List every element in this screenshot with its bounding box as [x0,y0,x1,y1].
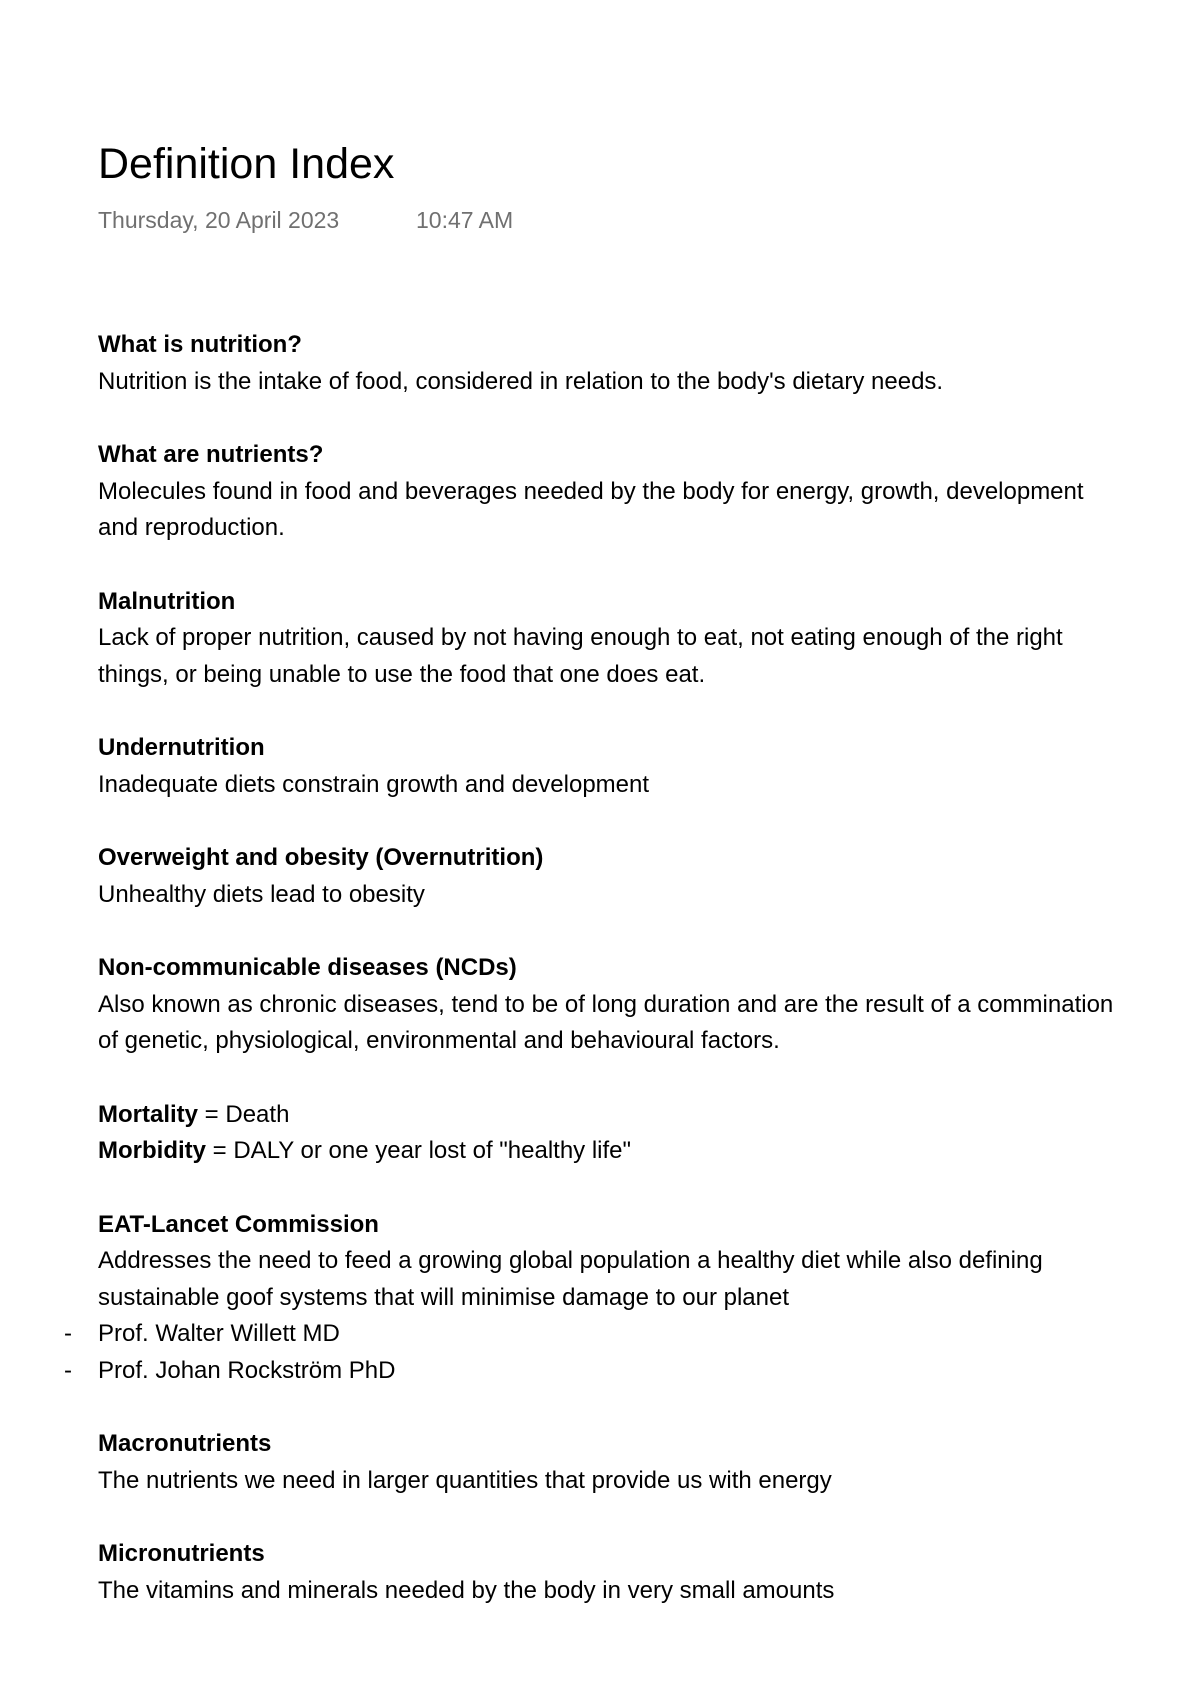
term-definition: = Death [198,1100,290,1128]
term-label: Mortality [98,1100,199,1128]
definition-ncds [98,950,1118,1060]
definition-nutrition [98,327,1118,400]
definition-heading: Undernutrition [98,734,265,761]
list-item [64,1353,1118,1390]
definition-heading: Non-communicable diseases (NCDs) [98,954,517,981]
definition-text: Unhealthy diets lead to obesity [98,880,425,908]
bullet-dash: - [64,1320,72,1347]
definition-text: Addresses the need to feed a growing global population a healthy diet while also defining sustainable goof systems that will minimise damage to our planet [98,1247,1043,1311]
definition-heading: Macronutrients [98,1430,272,1457]
term-definition: = DALY or one year lost of "healthy life" [206,1137,632,1164]
note-date: Thursday, 20 April 2023 [98,207,340,233]
definition-malnutrition [98,584,1118,694]
definition-text: Lack of proper nutrition, caused by not having enough to eat, not eating enough of the right things, or being unable to use the food that one does eat. [98,624,1063,688]
term-line-morbidity [98,1133,1118,1170]
member-name: Prof. Johan Rockström PhD [98,1356,396,1384]
mortality-morbidity [98,1097,1118,1170]
note-timestamp [98,205,513,235]
definition-overnutrition [98,840,1118,913]
commission-members-list [64,1316,1118,1389]
definition-text: The nutrients we need in larger quantities that provide us with energy [98,1466,832,1494]
definition-text: Inadequate diets constrain growth and development [98,770,650,798]
term-line-mortality [98,1097,1118,1134]
definition-text: Molecules found in food and beverages needed by the body for energy, growth, development and reproduction. [98,477,1084,541]
bullet-dash: - [64,1356,72,1384]
definition-heading: Malnutrition [98,587,236,615]
definition-heading: Overweight and obesity (Overnutrition) [98,844,544,871]
definition-macronutrients [98,1426,1118,1499]
definition-heading: Micronutrients [98,1540,265,1567]
note-title: Definition Index [98,140,395,188]
definition-heading: What is nutrition? [98,331,302,358]
note-time: 10:47 AM [416,207,514,233]
definition-undernutrition [98,730,1118,803]
definition-heading: What are nutrients? [98,441,324,468]
note-body [64,327,1118,1646]
definition-eat-lancet [64,1207,1118,1390]
term-label: Morbidity [98,1137,206,1164]
list-item [64,1316,1118,1353]
definition-text: The vitamins and minerals needed by the body in very small amounts [98,1576,835,1604]
definition-micronutrients [98,1536,1118,1609]
definition-heading: EAT-Lancet Commission [98,1210,379,1238]
member-name: Prof. Walter Willett MD [98,1320,340,1347]
definition-text: Nutrition is the intake of food, considered in relation to the body's dietary needs. [98,367,944,395]
definition-nutrients [98,437,1118,547]
definition-text: Also known as chronic diseases, tend to be of long duration and are the result of a commination of genetic, physiological, environmental and behavioural factors. [98,990,1114,1054]
